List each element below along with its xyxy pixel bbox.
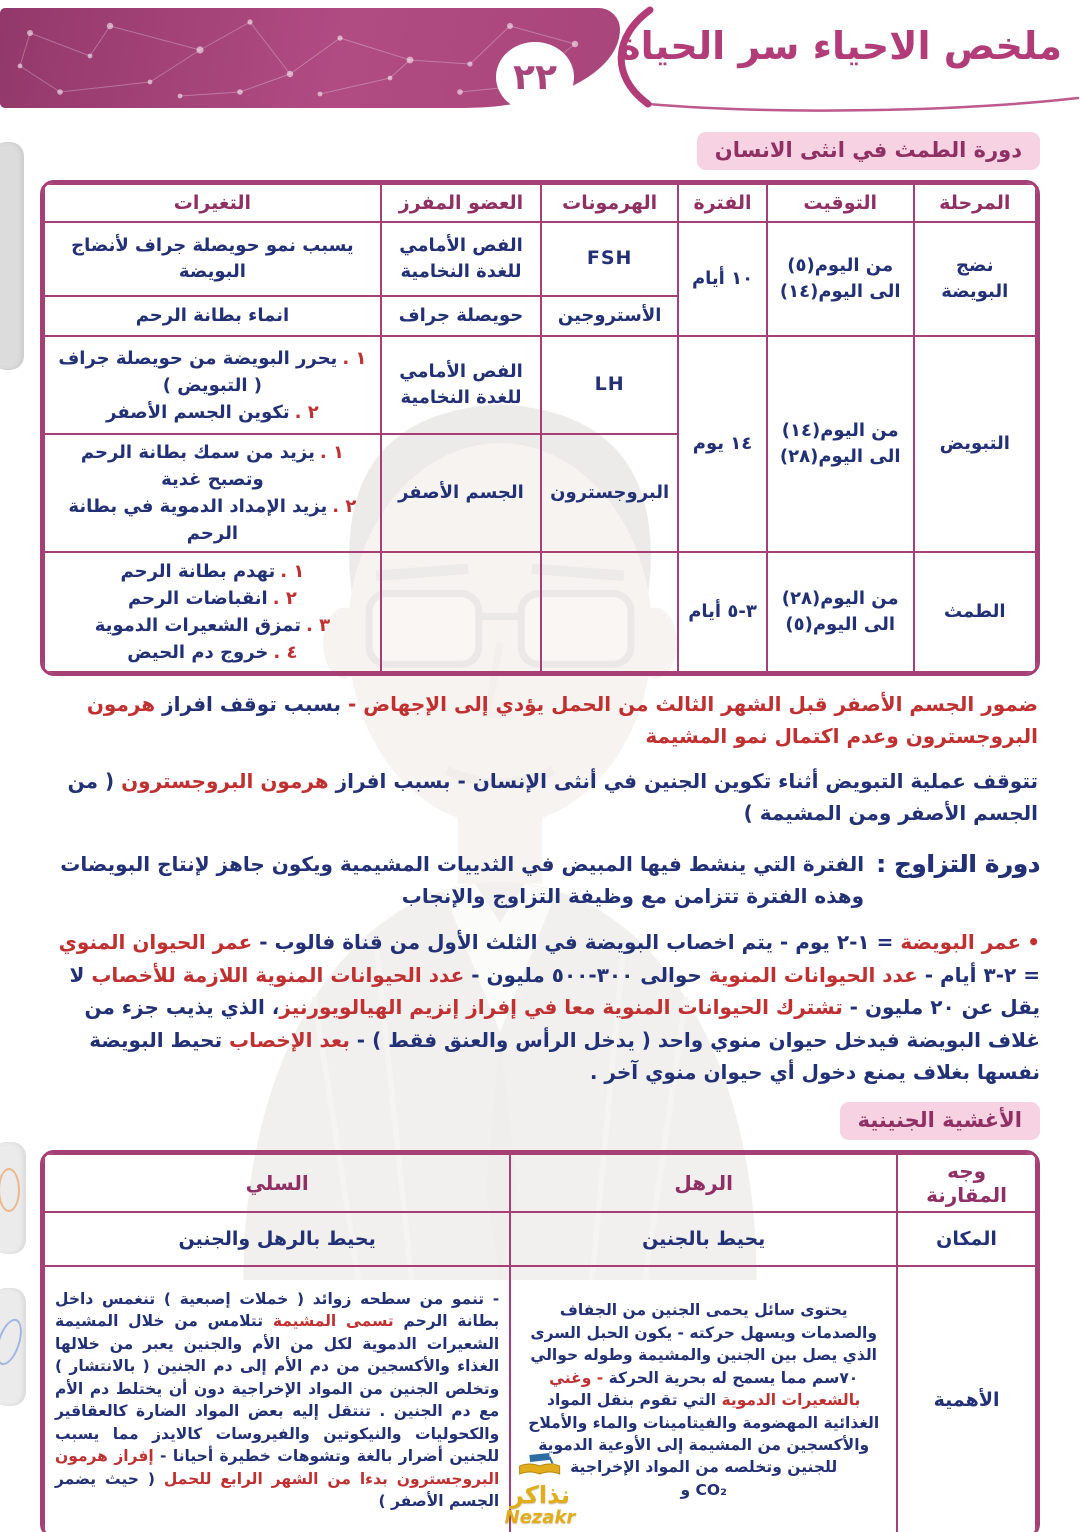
cell-changes-lh xyxy=(44,336,381,434)
fact-text: = ٢-٣ أيام - xyxy=(917,962,1040,987)
cell-changes-menstruation xyxy=(44,552,381,672)
cell-organ-empty xyxy=(381,552,541,672)
list-number: ٢ . xyxy=(294,401,319,423)
table-row-menstruation xyxy=(44,552,1036,672)
note-text: هرمون البروجسترون وعدم اكتمال نمو المشيمة xyxy=(86,692,1038,749)
cell-row-label-importance: الأهمية xyxy=(897,1266,1036,1532)
page-number: ٢٢ xyxy=(513,56,557,98)
page-number-pocket xyxy=(496,42,574,112)
fact-text: عمر الحيوان المنوي xyxy=(58,930,253,955)
section-badge-menstrual-cycle: دورة الطمث في انثى الانسان xyxy=(697,132,1040,170)
note-text: هرمون البروجسترون xyxy=(121,768,329,793)
cell-hormone-lh: LH xyxy=(541,336,678,434)
page-edge-tab xyxy=(0,1142,26,1254)
list-number: ٢ . xyxy=(272,588,297,609)
list-number: ١ . xyxy=(280,561,305,582)
col-header-timing: التوقيت xyxy=(767,184,914,222)
importance-text: يحتوى سائل يحمى الجنين من الجفاف والصدمات ويسهل حركته - يكون الحبل السرى الذي يصل بين الجنين والمشيمة وطوله حوالي ٧٠سم مما يسمح له بحرية الحركة xyxy=(530,1301,878,1387)
list-text: يزيد الإمداد الدموية في بطانة الرحم xyxy=(68,496,328,544)
importance-text: - وغني بالشعيرات الدموية xyxy=(549,1368,861,1410)
note-text: بسبب افراز xyxy=(328,768,451,793)
cell-changes-fsh: يسبب نمو حويصلة جراف لأنضاج البويضة xyxy=(44,222,381,296)
fact-text: عمر البويضة xyxy=(900,930,1022,955)
menstrual-cycle-table xyxy=(40,180,1040,676)
list-text: تمزق الشعيرات الدموية xyxy=(94,615,301,636)
col-header-amnion: الرهل xyxy=(510,1154,897,1212)
importance-text: و CO₂ xyxy=(680,1480,727,1499)
fact-text: عدد الحيوانات المنوية xyxy=(708,962,918,987)
fact-text: ، الذي يذيب جزء من غلاف البويضة فيدخل حيوان منوي واحد ( يدخل الرأس والعنق فقط ) - xyxy=(84,995,1040,1052)
list-number: ١ . xyxy=(342,347,367,369)
col-header-period: الفترة xyxy=(678,184,767,222)
table-header-row xyxy=(44,184,1036,222)
list-number: ٤ . xyxy=(273,642,298,663)
logo-arabic-text: نذاكر xyxy=(510,1480,570,1509)
col-header-aspect: وجه المقارنة xyxy=(897,1154,1036,1212)
col-header-hormones: الهرمونات xyxy=(541,184,678,222)
cell-stage-maturation: نضج البويضة xyxy=(914,222,1036,336)
importance-text: ( حيث يضمر الجسم الأصفر ) xyxy=(55,1469,500,1511)
list-text: يحرر البويضة من حويصلة جراف ( التبويض ) xyxy=(58,347,338,396)
cell-stage-ovulation: التبويض xyxy=(914,336,1036,552)
importance-text: تتلامس من خلال المشيمة الشعيرات الدموية لكل من الأم والجنين يعبر من خلالها الغذاء والأكسجين من دم الأم إلى دم الجنين ( بالانتشار ) وتخلص الجنين من المواد الإخراجية دون أن يختلط دم الأم مع دم الجنين . تنتقل إليه بعض المواد الضارة كالعقاقير والكحوليات والنيكوتين والفيروسات كالايدز مما يسبب للجنين أضرار بالغة وتشوهات خطيرة أحيانا - xyxy=(55,1312,500,1466)
table-header-row xyxy=(44,1154,1036,1212)
cell-location-chorion: يحيط بالرهل والجنين xyxy=(44,1212,510,1266)
list-text: يزيد من سمك بطانة الرحم وتصبح غدية xyxy=(80,442,315,490)
logo-latin-text: Nezakr xyxy=(504,1507,576,1529)
cell-hormone-empty xyxy=(541,552,678,672)
cell-timing-menstruation: من اليوم(٢٨) الى اليوم(٥) xyxy=(767,552,914,672)
fact-text: تحيط البويضة نفسها بغلاف يمنع دخول أي حيوان منوي آخر . xyxy=(89,1027,1040,1084)
col-header-chorion: السلي xyxy=(44,1154,510,1212)
fact-text: حوالى ٣٠٠-٥٠٠ مليون - xyxy=(464,962,709,987)
bullet-icon: • xyxy=(1027,930,1040,955)
cell-changes-progesterone xyxy=(44,434,381,552)
cell-timing-ovulation: من اليوم(١٤) الى اليوم(٢٨) xyxy=(767,336,914,552)
list-text: خروج دم الحيض xyxy=(127,642,269,663)
table-row-location xyxy=(44,1212,1036,1266)
page-edge-tab xyxy=(0,1288,26,1406)
note-corpus-luteum-atrophy xyxy=(42,688,1038,753)
table-row-maturation-fsh xyxy=(44,222,1036,296)
note-ovulation-stops xyxy=(42,765,1038,830)
publisher-logo xyxy=(505,1448,576,1528)
cell-organ-graafian-follicle: حويصلة جراف xyxy=(381,296,541,336)
cell-row-label-location: المكان xyxy=(897,1212,1036,1266)
col-header-stage: المرحلة xyxy=(914,184,1036,222)
importance-text: التي تقوم بنقل المواد الغذائية المهضومة والفيتامينات والماء والأملاح والأكسجين من المشيمة إلى الأوعية الدموية للجنين وتخلصه من المواد الإخراجية xyxy=(528,1391,880,1477)
fact-text: لا يقل عن ٢٠ مليون - xyxy=(69,962,1040,1020)
list-text: تهدم بطانة الرحم xyxy=(120,561,276,582)
main-content xyxy=(0,118,1080,1532)
col-header-organ: العضو المفرز xyxy=(381,184,541,222)
note-text: تتوقف عملية التبويض أثناء تكوين الجنين في أنثى الإنسان - xyxy=(450,768,1038,793)
page-header xyxy=(0,0,1080,118)
note-text: بسبب توقف افراز xyxy=(155,692,341,716)
fact-text: تشترك الحيوانات المنوية معا في إفراز إنزيم الهيالويورنيز xyxy=(279,995,843,1020)
cell-stage-menstruation: الطمث xyxy=(914,552,1036,672)
page-edge-tab xyxy=(0,142,24,370)
cell-hormone-estrogen: الأستروجين xyxy=(541,296,678,336)
graduation-cap-book-icon xyxy=(516,1448,564,1478)
note-text: ضمور الجسم الأصفر قبل الشهر الثالث من الحمل يؤدي إلى الإجهاض - xyxy=(340,692,1038,716)
importance-text: تسمى المشيمة xyxy=(272,1312,394,1331)
cell-hormone-fsh: FSH xyxy=(541,222,678,296)
mating-cycle-text: الفترة التي ينشط فيها المبيض في الثدييات المشيمية ويكون جاهز لإنتاج البويضات وهذه الفترة تتزامن مع وظيفة التزاوج والإنجاب xyxy=(60,851,865,908)
importance-text: - تنمو من سطحه زوائد ( خملات إصبعية ) تنغمس داخل بطانة الرحم xyxy=(55,1289,500,1331)
cell-organ-anterior-pituitary-2: الفص الأمامي للغدة النخامية xyxy=(381,336,541,434)
cell-importance-chorion xyxy=(44,1266,510,1532)
cell-period-ovulation: ١٤ يوم xyxy=(678,336,767,552)
col-header-changes: التغيرات xyxy=(44,184,381,222)
cell-organ-corpus-luteum: الجسم الأصفر xyxy=(381,434,541,552)
cell-hormone-progesterone: البروجسترون xyxy=(541,434,678,552)
fertilization-facts xyxy=(40,926,1040,1088)
list-number: ٢ . xyxy=(332,496,357,517)
table-row-ovulation-lh xyxy=(44,336,1036,434)
mating-cycle-definition xyxy=(40,848,1040,913)
list-number: ٣ . xyxy=(306,615,331,636)
cell-timing-maturation: من اليوم(٥) الى اليوم(١٤) xyxy=(767,222,914,336)
fact-text: = ١-٢ يوم - يتم اخصاب البويضة في الثلث الأول من قناة فالوب - xyxy=(252,930,901,955)
list-text: تكوين الجسم الأصفر xyxy=(106,401,290,423)
page-title: ملخص الاحياء سر الحياة xyxy=(618,24,1062,68)
section-badge-fetal-membranes: الأغشية الجنينية xyxy=(840,1102,1040,1140)
cell-location-amnion: يحيط بالجنين xyxy=(510,1212,897,1266)
list-text: انقباضات الرحم xyxy=(128,588,268,609)
cell-period-maturation: ١٠ أيام xyxy=(678,222,767,336)
importance-text: إفراز هرمون البروجسترون بدءا من الشهر الرابع للحمل xyxy=(55,1447,500,1488)
mating-cycle-label: دورة التزاوج : xyxy=(876,849,1040,878)
cell-organ-anterior-pituitary: الفص الأمامي للغدة النخامية xyxy=(381,222,541,296)
cell-changes-estrogen: انماء بطانة الرحم xyxy=(44,296,381,336)
cell-period-menstruation: ٣-٥ أيام xyxy=(678,552,767,672)
list-number: ١ . xyxy=(319,442,344,463)
note-text: ( من الجسم الأصفر ومن المشيمة ) xyxy=(67,768,1038,826)
fact-text: عدد الحيوانات المنوية اللازمة للأخصاب xyxy=(91,962,465,987)
fact-text: بعد الإخصاب xyxy=(229,1027,350,1052)
